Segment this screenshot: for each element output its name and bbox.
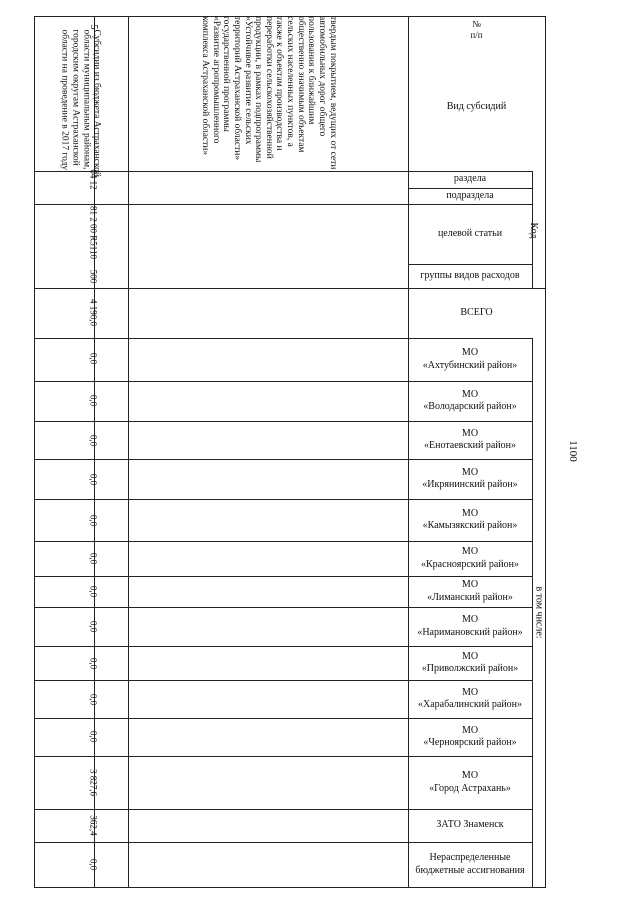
header-code-target: целевой статьи [437,227,503,239]
row-label: МО «Харабалинский район» [417,686,523,710]
row-label: ЗАТО Знаменск [436,819,504,831]
row5-value: 0,0 [88,394,99,407]
row5-section-code: 04 12 [88,169,99,190]
row5-value: 0,0 [88,352,99,365]
row5-value: 0,0 [88,552,99,565]
row5-value: 3 827,6 [88,769,99,796]
row-label: МО «Икрянинский район» [422,466,518,490]
row5-value: 0,0 [88,620,99,633]
subsidy-description-continued: твердым покрытием, ведущих от сети автомобильных дорог общего пользования к ближайшим общественно значимым объектам сельских населенных пунктов, а также к объектам производства и переработки сельскохозяйственной продукции, в рамках подпрограммы «Устойчивое развитие сельских территорий Астраханской области» государственной программы «Развитие агропромышленного комплекса Астраханской области» [200,16,338,170]
row5-value: 0,0 [88,730,99,743]
header-total: ВСЕГО [460,306,493,318]
row5-total: 4 190,0 [88,299,99,326]
row5-exptype-code: 500 [88,269,99,284]
page-number: 1100 [567,440,579,462]
row5-value: 362,4 [88,815,99,836]
header-code-subsection: подраздела [446,189,494,201]
row5-value: 0,0 [88,693,99,706]
col-divider [128,16,129,888]
row5-value: 0,0 [88,473,99,486]
row-label: МО «Черноярский район» [423,724,517,748]
row-label: МО «Красноярский район» [421,546,519,570]
row5-value: 0,0 [88,434,99,447]
header-including: в том числе: [533,586,545,639]
row-label: МО «Город Астрахань» [429,770,511,794]
row5-value: 0,0 [88,585,99,598]
subsidy-table [34,16,546,888]
row5-number: 5 [88,24,99,30]
row5-value: 0,0 [88,858,99,871]
header-number: № п/п [470,18,483,40]
row5-value: 0,0 [88,514,99,527]
row-label: МО «Енотаевский район» [423,427,516,451]
row-label: МО «Наримановский район» [417,614,523,638]
header-subsidy-type: Вид субсидий [446,101,507,113]
row-label: МО «Ахтубинский район» [422,347,518,371]
table-border-bottom [34,887,546,888]
row-label: МО «Приволжский район» [421,650,519,674]
row-label: МО «Володарский район» [423,388,517,412]
header-code-section: раздела [453,173,487,185]
row5-description: Субсидии из бюджета Астраханской области муниципальным районам, городским округам Астраханской области на проведение в 2017 году [59,29,102,177]
header-code-group: Код [528,222,540,239]
header-code-exptype: группы видов расходов [420,269,520,281]
row5-value: 0,0 [88,657,99,670]
row-label: Нераспределенные бюджетные ассигнования [415,852,525,876]
row-label: МО «Лиманский район» [427,579,513,603]
row5-target-code: 81 2 00 R5110 [88,206,99,259]
row-label: МО «Камызякский район» [422,507,518,531]
